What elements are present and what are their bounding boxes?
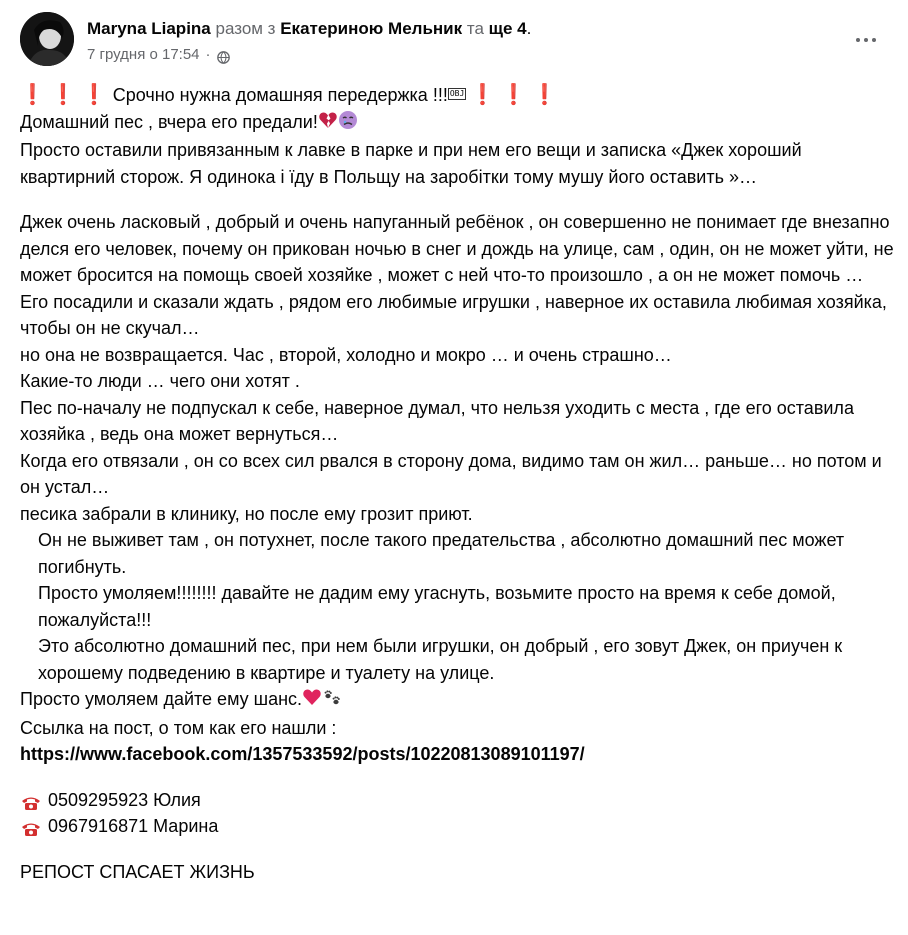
closing-line: РЕПОСТ СПАСАЕТ ЖИЗНЬ [20, 861, 255, 882]
post-link[interactable]: https://www.facebook.com/1357533592/posts/10220813089101197/ [20, 744, 585, 764]
author-line [87, 17, 531, 41]
story-para-11 [20, 686, 895, 715]
author-avatar[interactable] [20, 12, 74, 66]
story-para-10 [20, 633, 895, 686]
exclamation-icon: ❗ [50, 84, 76, 106]
story-para-4: Какие-то люди … чего они хотят . [20, 371, 300, 391]
red-heart-icon [302, 687, 322, 715]
story-para-3: но она не возвращается. Час , второй, холодно и мокро … и очень страшно… [20, 344, 672, 365]
meta-separator: · [205, 46, 211, 63]
phone-2-text[interactable]: 0967916871 Марина [48, 816, 219, 836]
story-para-1: Джек очень ласковый , добрый и очень напуганный ребёнок , он совершенно не понимает где внезапно делся его человек, почему он прикован ночью в снег и дождь на улице, сам , один, он не может уйти, не может бросится на помощь своей хозяйке , может с ней что-то произошло , а он не может помочь … [20, 212, 894, 285]
tagged-user[interactable]: Екатериною Мельник [280, 19, 463, 38]
exclamation-icon: ❗ [81, 84, 107, 106]
story-para-7: песика забрали в клинику, но после ему грозит приют. [20, 503, 473, 524]
phone-line-1 [20, 787, 895, 814]
with-prefix: разом з [215, 19, 276, 38]
exclamation-icon: ❗ [501, 84, 527, 106]
story-para-9 [20, 580, 895, 633]
globe-icon[interactable] [217, 49, 230, 62]
post-line-1 [20, 82, 895, 109]
story-para-11-text: Просто умоляем дайте ему шанс. [20, 689, 303, 709]
telephone-icon [20, 792, 42, 808]
post-meta [87, 44, 230, 66]
phone-line-2 [20, 813, 895, 840]
author-name[interactable]: Maryna Liapina [87, 19, 211, 38]
others-link[interactable]: ще 4 [488, 19, 527, 38]
telephone-icon [20, 818, 42, 834]
object-replacement-glyph: OBJ [449, 89, 465, 98]
story-para-8 [20, 527, 895, 580]
exclamation-icon: ❗ [20, 84, 45, 106]
story-para-10-text: Это абсолютно домашний пес, при нем были игрушки, он добрый , его зовут Джек, он приучен к хорошему подведению в квартире и туалету на улице. [38, 636, 843, 683]
exclamation-icon: ❗ [532, 84, 557, 106]
story-para-12: Ссылка на пост, о том как его нашли : [20, 717, 337, 738]
and-word: та [466, 19, 484, 38]
author-line-period: . [526, 19, 532, 38]
post-body [20, 82, 895, 885]
avatar-photo [20, 12, 74, 66]
link-line [20, 741, 895, 768]
more-options-icon[interactable] [846, 22, 886, 58]
exclamation-icon: ❗ [470, 84, 496, 106]
story-para-5: Пес по-началу не подпускал к себе, наверное думал, что нельзя уходить с места , где его оставила хозяйка , ведь она может вернуться… [20, 397, 854, 444]
headline: Срочно нужна домашняя передержка !!! [112, 85, 448, 105]
sad-face-icon [338, 110, 358, 138]
paw-prints-icon [322, 687, 342, 715]
post-line-3: Просто оставили привязанным к лавке в парке и при нем его вещи и записка «Джек хороший квартирний сторож. Я одинока і їду в Польщу на заробітки тому мушу його оставить »… [20, 140, 802, 187]
story-para-9-text: Просто умоляем!!!!!!!! давайте не дадим ему угаснуть, возьмите просто на время к себе домой, пожалуйста!!! [38, 583, 836, 630]
post-date[interactable]: 7 грудня о 17:54 [87, 46, 200, 63]
story-para-8-text: Он не выживет там , он потухнет, после такого предательства , абсолютно домашний пес может погибнуть. [38, 530, 845, 577]
post-line-2 [20, 109, 895, 138]
line-2-text: Домашний пес , вчера его предали! [20, 111, 318, 132]
story-para-6: Когда его отвязали , он со всех сил рвался в сторону дома, видимо там он жил… раньше… но потом и он устал… [20, 450, 882, 497]
post-header [0, 0, 908, 80]
broken-heart-icon [318, 110, 338, 138]
phone-1-text[interactable]: 0509295923 Юлия [48, 789, 201, 810]
story-para-2: Его посадили и сказали ждать , рядом его любимые игрушки , наверное их оставила любимая хозяйка, чтобы он не скучал… [20, 291, 887, 338]
